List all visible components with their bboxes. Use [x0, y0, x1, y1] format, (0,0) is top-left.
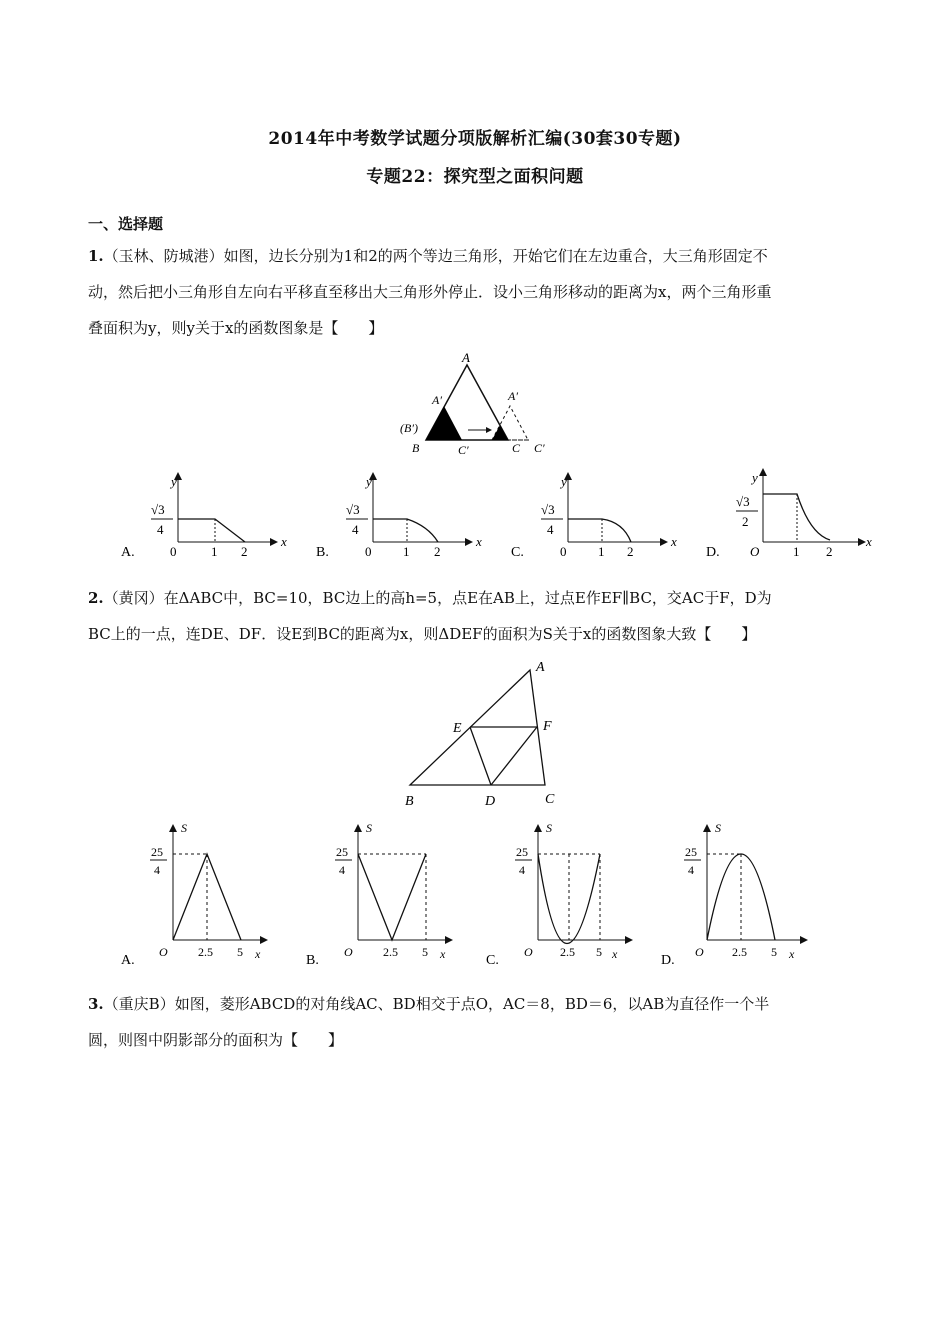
q2-triangle-figure [395, 655, 575, 815]
overlap-shade [492, 425, 508, 440]
svg-text:x: x [789, 947, 795, 961]
svg-text:x: x [255, 947, 261, 961]
svg-text:√3: √3 [151, 502, 165, 517]
label-D: D [485, 794, 496, 809]
svg-text:4: 4 [352, 522, 359, 537]
question-text-line: 动，然后把小三角形自左向右平移直至移出大三角形外停止．设小三角形移动的距离为x，两个三角形重 [88, 283, 772, 301]
svg-text:x: x [281, 534, 287, 549]
label-A-prime-2: A′ [508, 389, 518, 403]
svg-text:4: 4 [154, 863, 160, 877]
svg-text:2: 2 [742, 514, 749, 529]
svg-text:4: 4 [519, 863, 525, 877]
svg-text:O: O [344, 945, 353, 959]
svg-text:y: y [561, 474, 567, 489]
svg-text:2.5: 2.5 [732, 945, 747, 959]
svg-text:x: x [476, 534, 482, 549]
svg-text:x: x [671, 534, 677, 549]
svg-text:S: S [715, 821, 721, 835]
svg-text:y: y [752, 470, 758, 485]
svg-text:2.5: 2.5 [560, 945, 575, 959]
question-2 [88, 580, 870, 652]
label-B: B [405, 794, 414, 809]
svg-text:4: 4 [547, 522, 554, 537]
question-text-line: 叠面积为y，则y关于x的函数图象是【 】 [88, 319, 384, 337]
question-text-line: （重庆B）如图，菱形ABCD的对角线AC、BD相交于点O，AC＝8，BD＝6，以AB为直径作一个半 [103, 995, 770, 1013]
svg-text:2: 2 [434, 544, 441, 559]
option-label: C. [511, 545, 524, 560]
label-B: B [412, 441, 420, 455]
option-label: B. [306, 953, 319, 968]
svg-text:2.5: 2.5 [198, 945, 213, 959]
label-A-prime: A′ [432, 393, 442, 407]
svg-text:25: 25 [336, 845, 348, 859]
label-C: C [545, 792, 555, 807]
label-C-prime: C′ [458, 443, 469, 457]
question-number: 2. [88, 589, 104, 607]
function-curve [373, 519, 438, 542]
svg-text:2: 2 [627, 544, 634, 559]
label-F: F [543, 719, 552, 734]
svg-text:√3: √3 [346, 502, 360, 517]
svg-text:4: 4 [339, 863, 345, 877]
svg-text:1: 1 [598, 544, 605, 559]
svg-text:5: 5 [596, 945, 602, 959]
svg-text:4: 4 [688, 863, 694, 877]
option-label: A. [121, 545, 135, 560]
q1-triangle-figure [390, 350, 570, 460]
q1-option-b [310, 462, 480, 562]
svg-text:4: 4 [157, 522, 164, 537]
svg-text:y: y [171, 474, 177, 489]
svg-text:x: x [866, 534, 872, 549]
function-curve [358, 854, 426, 940]
svg-text:25: 25 [516, 845, 528, 859]
page-title: 2014年中考数学试题分项版解析汇编(30套30专题) [268, 129, 682, 149]
svg-text:1: 1 [211, 544, 218, 559]
question-number: 3. [88, 995, 104, 1013]
function-curve [568, 519, 631, 542]
option-label: B. [316, 545, 329, 560]
option-label: D. [706, 545, 720, 560]
svg-text:S: S [546, 821, 552, 835]
option-label: C. [486, 953, 499, 968]
label-A: A [536, 660, 545, 675]
svg-text:2: 2 [241, 544, 248, 559]
svg-text:1: 1 [793, 544, 800, 559]
function-curve [763, 494, 830, 540]
label-E: E [453, 721, 462, 736]
svg-text:y: y [366, 474, 372, 489]
question-text-line: （玉林、防城港）如图，边长分别为1和2的两个等边三角形，开始它们在左边重合，大三角形固定不 [103, 247, 768, 265]
q2-option-a [115, 818, 285, 968]
svg-text:5: 5 [771, 945, 777, 959]
svg-text:O: O [524, 945, 533, 959]
page-subtitle: 专题22：探究型之面积问题 [366, 167, 584, 187]
svg-text:0: 0 [170, 544, 177, 559]
q1-option-a [115, 462, 285, 562]
svg-text:5: 5 [422, 945, 428, 959]
q2-option-d [655, 818, 825, 968]
q1-option-c [505, 462, 675, 562]
svg-text:O: O [159, 945, 168, 959]
svg-text:0: 0 [365, 544, 372, 559]
question-number: 1. [88, 247, 104, 265]
svg-text:O: O [695, 945, 704, 959]
label-A: A [462, 350, 470, 365]
svg-text:2: 2 [826, 544, 833, 559]
question-text-line: 圆，则图中阴影部分的面积为【 】 [88, 1031, 344, 1049]
question-3 [88, 986, 870, 1058]
question-1 [88, 238, 870, 346]
segment-DE [470, 727, 491, 785]
question-text-line: BC上的一点，连DE、DF．设E到BC的距离为x，则ΔDEF的面积为S关于x的函数图象大致【 】 [88, 625, 757, 643]
svg-text:5: 5 [237, 945, 243, 959]
question-text-line: （黄冈）在ΔABC中，BC=10，BC边上的高h=5，点E在AB上，过点E作EF∥BC，交AC于F，D为 [103, 589, 772, 607]
svg-text:√3: √3 [736, 494, 750, 509]
svg-text:S: S [181, 821, 187, 835]
svg-text:1: 1 [403, 544, 410, 559]
option-label: A. [121, 953, 135, 968]
svg-text:O: O [750, 544, 760, 559]
svg-text:25: 25 [151, 845, 163, 859]
svg-text:25: 25 [685, 845, 697, 859]
arrow-head [486, 427, 492, 433]
svg-text:0: 0 [560, 544, 567, 559]
svg-text:x: x [612, 947, 618, 961]
section-heading: 一、选择题 [88, 215, 164, 233]
label-C: C [512, 441, 521, 455]
q1-option-d [700, 462, 875, 562]
label-C-prime-2: C′ [534, 441, 545, 455]
svg-text:√3: √3 [541, 502, 555, 517]
segment-DF [491, 727, 537, 785]
label-B-prime: (B′) [400, 421, 418, 435]
svg-text:2.5: 2.5 [383, 945, 398, 959]
q2-option-c [480, 818, 650, 968]
small-triangle-start [426, 406, 462, 440]
option-label: D. [661, 953, 675, 968]
svg-text:S: S [366, 821, 372, 835]
q2-option-b [300, 818, 470, 968]
function-curve [178, 519, 245, 542]
svg-text:x: x [440, 947, 446, 961]
